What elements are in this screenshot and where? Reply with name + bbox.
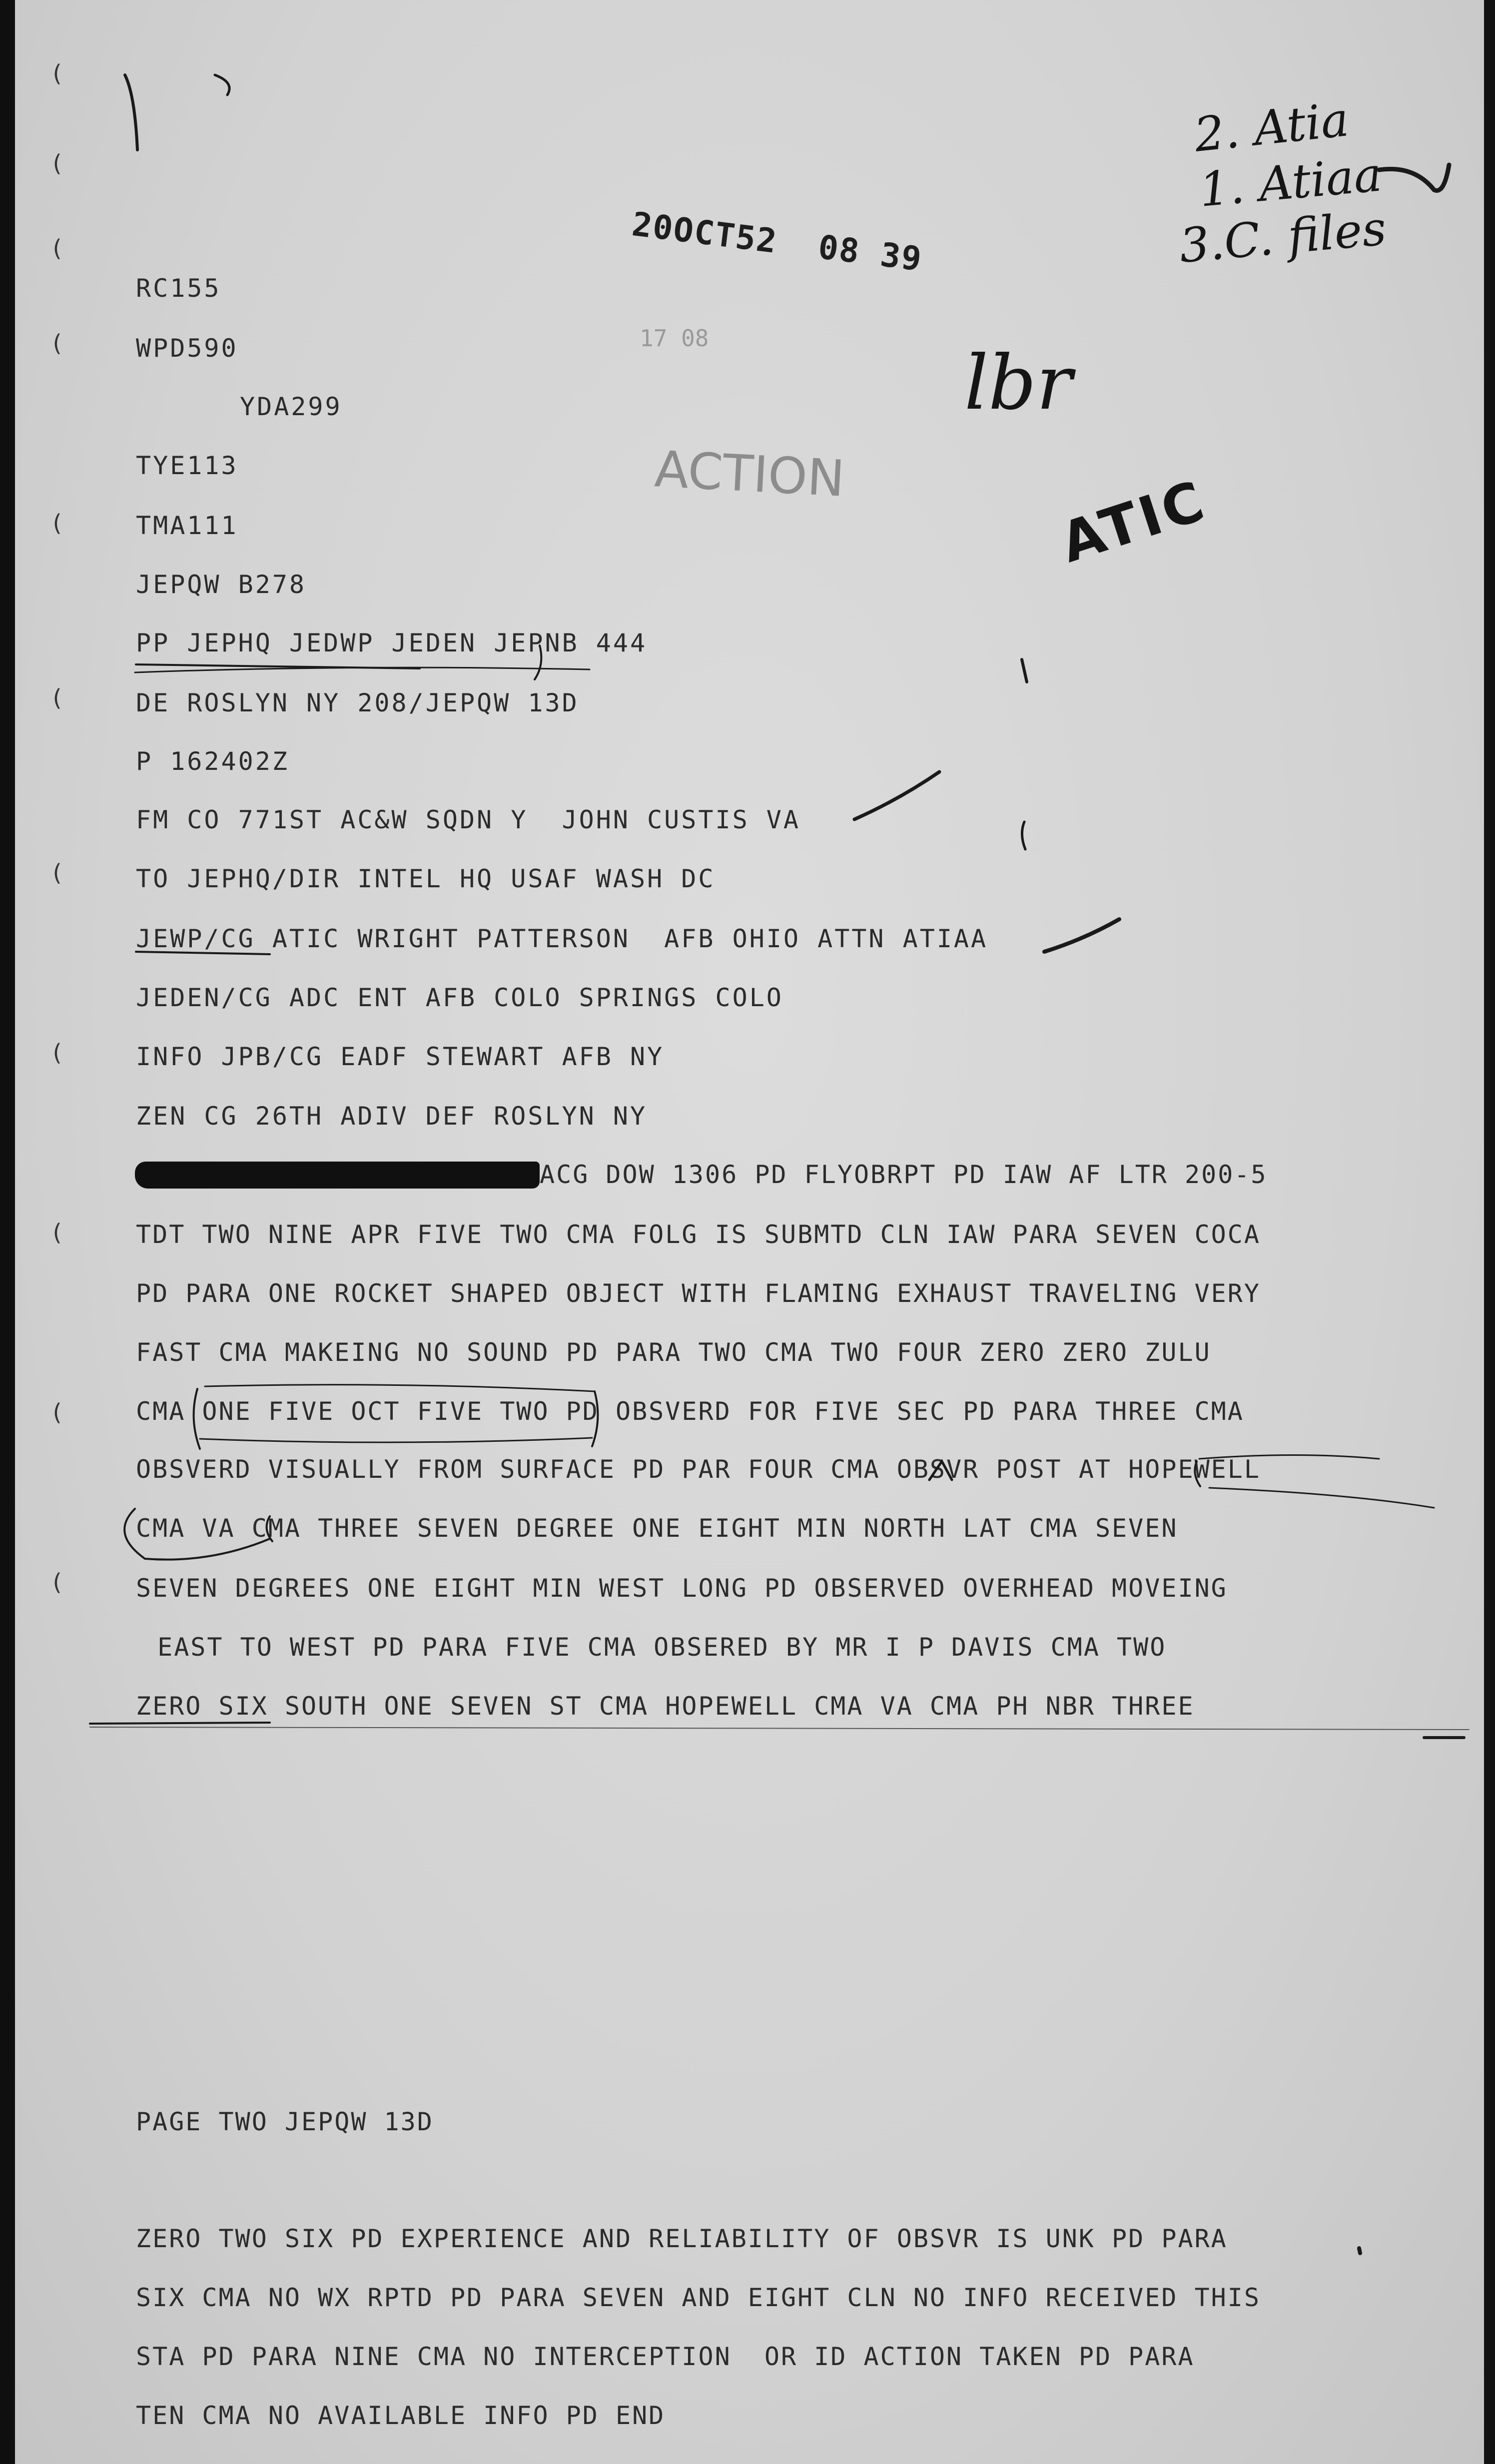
- corner-scribble: [125, 75, 137, 150]
- header-line: YDA299: [240, 392, 342, 421]
- date-bracket: [194, 1389, 200, 1449]
- check-mark: [1044, 919, 1119, 952]
- margin-mark: (: [50, 1039, 64, 1066]
- pen-stroke: [1022, 822, 1025, 849]
- page-two-heading: PAGE TWO JEPQW 13D: [136, 2107, 434, 2136]
- page-two-line: STA PD PARA NINE CMA NO INTERCEPTION OR ID ACTION TAKEN PD PARA: [136, 2342, 1195, 2371]
- margin-mark: (: [50, 859, 64, 886]
- header-line: TMA111: [136, 511, 238, 540]
- header-line: JEDEN/CG ADC ENT AFB COLO SPRINGS COLO: [136, 983, 783, 1012]
- header-line: DE ROSLYN NY 208/JEPQW 13D: [136, 688, 579, 717]
- handwritten-atic-note: ATIC: [1053, 468, 1214, 575]
- margin-mark: (: [50, 235, 64, 262]
- routing-check-mark: [1379, 165, 1449, 190]
- body-line: ACG DOW 1306 PD FLYOBRPT PD IAW AF LTR 200-5: [540, 1160, 1268, 1189]
- location-bracket: [267, 1516, 272, 1541]
- margin-mark: (: [50, 684, 64, 711]
- margin-mark: (: [50, 510, 64, 537]
- check-mark: [854, 772, 939, 819]
- body-line: ZERO SIX SOUTH ONE SEVEN ST CMA HOPEWELL CMA VA CMA PH NBR THREE: [136, 1692, 1195, 1721]
- location-bracket: [1209, 1488, 1434, 1508]
- body-line: CMA VA CMA THREE SEVEN DEGREE ONE EIGHT MIN NORTH LAT CMA SEVEN: [136, 1514, 1178, 1543]
- body-line: PD PARA ONE ROCKET SHAPED OBJECT WITH FLAMING EXHAUST TRAVELING VERY: [136, 1279, 1261, 1308]
- margin-mark: (: [50, 1219, 64, 1246]
- body-line: OBSVERD VISUALLY FROM SURFACE PD PAR FOUR CMA OBSVR POST AT HOPEWELL: [136, 1455, 1261, 1484]
- header-line: JEWP/CG ATIC WRIGHT PATTERSON AFB OHIO ATTN ATIAA: [136, 924, 988, 953]
- margin-mark: (: [50, 150, 64, 177]
- page-two-line: ZERO TWO SIX PD EXPERIENCE AND RELIABILITY OF OBSVR IS UNK PD PARA: [136, 2224, 1228, 2253]
- pen-stroke: [1359, 2248, 1360, 2253]
- corner-scribble: [215, 75, 229, 95]
- underline-mark: [90, 1723, 270, 1724]
- body-line: EAST TO WEST PD PARA FIVE CMA OBSERED BY MR I P DAVIS CMA TWO: [141, 1633, 1167, 1662]
- date-bracket: [205, 1385, 595, 1391]
- routing-note-1: 2. Atia: [1192, 92, 1352, 163]
- location-bracket: [124, 1509, 270, 1560]
- body-line: CMA ONE FIVE OCT FIVE TWO PD OBSVERD FOR FIVE SEC PD PARA THREE CMA: [136, 1397, 1244, 1426]
- header-line: ZEN CG 26TH ADIV DEF ROSLYN NY: [136, 1102, 648, 1131]
- routing-note-3: 3.C. files: [1177, 201, 1389, 274]
- header-line: TO JEPHQ/DIR INTEL HQ USAF WASH DC: [136, 864, 716, 893]
- insert-caret: [929, 1461, 952, 1480]
- margin-mark: (: [50, 1399, 64, 1426]
- page-two-line: TEN CMA NO AVAILABLE INFO PD END: [136, 2401, 666, 2430]
- location-bracket: [1195, 1461, 1200, 1486]
- underline-mark: [136, 952, 270, 954]
- header-line: RC155: [136, 274, 221, 303]
- received-date-stamp: 20OCT52 08 39: [630, 205, 924, 279]
- body-line: SEVEN DEGREES ONE EIGHT MIN WEST LONG PD OBSERVED OVERHEAD MOVEING: [136, 1574, 1228, 1603]
- location-bracket: [1199, 1455, 1379, 1459]
- date-bracket: [200, 1438, 592, 1442]
- pen-stroke: [535, 645, 541, 679]
- header-line: JEPQW B278: [136, 570, 307, 599]
- action-stamp: ACTION: [653, 440, 846, 508]
- header-line: P 162402Z: [136, 747, 289, 776]
- routing-note-2: 1. Atiaa: [1197, 147, 1384, 218]
- header-line: TYE113: [136, 451, 238, 480]
- faint-time-stamp: 17 08: [640, 325, 709, 352]
- fold-line: [90, 1727, 1469, 1730]
- header-line: FM CO 771ST AC&W SQDN Y JOHN CUSTIS VA: [136, 805, 800, 834]
- underline-mark: [135, 667, 590, 672]
- handwritten-initials: lbr: [964, 340, 1072, 427]
- margin-mark: (: [50, 60, 64, 87]
- pen-stroke: [1022, 659, 1027, 682]
- header-line: PP JEPHQ JEDWP JEDEN JEPNB 444: [136, 628, 648, 657]
- margin-mark: (: [50, 1569, 64, 1596]
- page-two-line: SIX CMA NO WX RPTD PD PARA SEVEN AND EIGHT CLN NO INFO RECEIVED THIS: [136, 2283, 1261, 2312]
- header-line: INFO JPB/CG EADF STEWART AFB NY: [136, 1042, 665, 1071]
- header-line: WPD590: [136, 334, 238, 363]
- date-bracket: [592, 1391, 598, 1446]
- body-line: FAST CMA MAKEING NO SOUND PD PARA TWO CMA TWO FOUR ZERO ZERO ZULU: [136, 1338, 1211, 1367]
- body-line: TDT TWO NINE APR FIVE TWO CMA FOLG IS SUBMTD CLN IAW PARA SEVEN COCA: [136, 1220, 1261, 1249]
- margin-mark: (: [50, 330, 64, 357]
